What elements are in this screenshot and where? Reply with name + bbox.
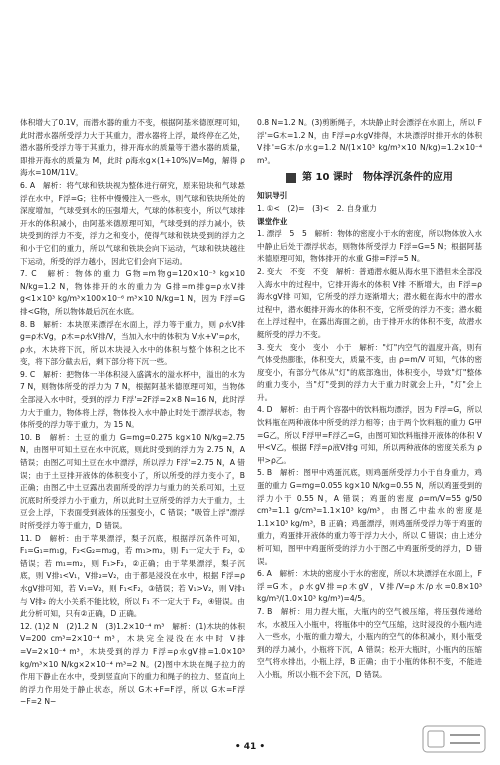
right-para-6: 2. 变大 不变 不变 解析：普通潜水艇从海水里下潜但未全部没入海水中的过程中，它排开海水的体积 V排 不断增大，由 F浮=ρ海水gV排 可知，它所受的浮力逐渐增大；潜水艇在海水中的潜水过程中，潜水艇排开海水的体积不变，它所受的浮力不变；潜水艇在上浮过程中，在露出海面之前，由于排开水的体积不变，故潜水艇所受的浮力不变。 bbox=[257, 266, 482, 339]
left-column bbox=[20, 117, 245, 709]
lesson-number: 第 10 课时 bbox=[302, 172, 353, 184]
section-head-classwork: 课堂作业 bbox=[257, 216, 288, 226]
right-para-10: 6. A 解析：木块的密度小于水的密度，所以木块漂浮在水面上，F浮=G木，ρ水gV排=ρ木gV，V排/V=ρ木/ρ水=0.8×10³ kg/m³/(1.0×10³ kg/m³)=4/5。 bbox=[257, 569, 482, 604]
right-para-3: 1. ①< (2)= (3)< 2. 自身重力 bbox=[257, 203, 377, 213]
left-para-0: 体积增大了0.1V，而潜水器的重力不变，根据阿基米德原理可知，此时潜水器所受浮力大于其重力，潜水器将上浮，最终停在乙处，潜水器所受浮力等于其重力，排开海水的质量等于潜水器的质量，即排开海水的质量为 M，此时 ρ海水g×(1+10%)V=Mg，解得 ρ海水=10M/11V。 bbox=[20, 118, 245, 178]
page-number: • 41 • bbox=[234, 742, 266, 752]
right-para-0: 0.8 N=1.2 N。(3)剪断绳子，木块静止时会漂浮在水面上，所以 F浮'=G木=1.2 N，由 F浮=ρ水gV排得，木块漂浮时排开水的体积 V排'=G木/ρ水g=1.2 N/(1×10³ kg/m³×10 N/kg)=1.2×10⁻⁴ m³。 bbox=[257, 118, 482, 165]
section-head-knowledge: 知识导引 bbox=[257, 191, 288, 201]
right-para-5: 1. 漂浮 5 5 解析：物体的密度小于水的密度，所以物体放入水中静止后处于漂浮状态，则物体所受浮力 F浮=G=5 N；根据阿基米德原理可知，物体排开的水重 G排=F浮=5 N。 bbox=[257, 229, 482, 264]
right-para-8: 4. D 解析：由于两个容器中的饮料瓶均漂浮，因为 F浮=G，所以饮料瓶在两种液体中所受的浮力相等；由于两个饮料瓶的重力 G甲=G乙，所以 F浮甲=F浮乙=G，由图可知饮料瓶排开液体的体积 V甲<V乙，根据 F浮=ρ液V排g 可知，所以两种液体的密度关系为 ρ甲>ρ乙。 bbox=[257, 405, 482, 465]
left-para-3: 8. B 解析：本块原来漂浮在水面上，浮力等于重力，则 ρ水V排g=ρ木Vg，ρ木=ρ水V排/V，当加入水中的体积为 V水+V'=ρ水，ρ水，木块将下沉，所以木块浸入水中的体积与整个体积之比不变，将下部分截去后，剩下部分将下沉一些。 bbox=[20, 319, 245, 367]
left-para-1: 6. A 解析：将气球和铁块视为整体进行研究，原来铅块和气球悬浮在水中，F浮=G；往杯中慢慢注入一些水，则气球和铁块所处的深度增加，气球受到水的压强增大，气球的体积变小，所以气球排开水的体积减小，由阿基米德原理可知，气球受到的浮力减小，铁块受到的浮力不变，浮力之和变小，使得气球和铁块受到的浮力之和小于它们的重力，所以气球和铁块会向下运动，气球和铁块越往下运动，所受的浮力越小，因此它们会向下运动。 bbox=[20, 180, 245, 266]
left-para-6: 11. D 解析：由于苹果漂浮，梨子沉底，根据浮沉条件可知，F₁=G₁=m₁g，F₂<G₂=m₂g，若 m₁>m₂，则 F₁一定大于 F₂，①错误；若 m₁=m₂，则 F₁>F₂，②正确；由于苹果漂浮，梨子沉底，则 V排₁<V₁，V排₂=V₂，由于都是浸没在水中，根据 F浮=ρ水gV排可知，若 V₁=V₂，则 F₁<F₂，③错误；若 V₁>V₂，则 V排₁ 与 V排₂ 的大小关系不能比较，所以 F₁ 不一定大于 F₂，④错误。由此分析可知，只有②正确，D 正确。 bbox=[20, 533, 245, 619]
left-para-7: 12. (1)2 N (2)1.2 N (3)1.2×10⁻⁴ m³ 解析：(1)木块的体积 V=200 cm³=2×10⁻⁴ m³，木块完全浸没在水中时 V排=V=2×10⁻⁴ m³，木块受到的浮力 F浮=ρ水gV排=1.0×10³ kg/m³×10 N/kg×2×10⁻⁴ m³=2 N。(2)图中木块在绳子拉力的作用下静止在水中，受到竖直向下的重力和绳子的拉力、竖直向上的浮力作用处于静止状态，所以 G木+F=F浮，所以 G木=F浮−F=2 N− bbox=[20, 621, 245, 707]
logo-stamp-icon bbox=[422, 725, 486, 753]
right-para-9: 5. B 解析：图甲中鸡蛋沉底，则鸡蛋所受浮力小于自身重力，鸡蛋的重力 G=mg=0.055 kg×10 N/kg=0.55 N，所以鸡蛋受到的浮力小于 0.55 N，A 错误；鸡蛋的密度 ρ=m/V=55 g/50 cm³=1.1 g/cm³=1.1×10³ kg/m³，由图乙中盐水的密度是 1.1×10³ kg/m³，B 正确；鸡蛋漂浮，则鸡蛋所受浮力等于鸡蛋的重力，鸡蛋排开液体的重力等于浮力大小，所以 C 错误；由上述分析可知，图甲中鸡蛋所受的浮力小于图乙中鸡蛋所受的浮力，D 错误。 bbox=[257, 468, 482, 566]
title-bar-icon bbox=[286, 173, 296, 183]
lesson-name: 物体浮沉条件的应用 bbox=[362, 172, 453, 184]
right-para-7: 3. 变大 变小 变小 小于 解析："灯"内空气的温度升高，则有气体受热膨胀，体积变大，质量不变，由 ρ=m/V 可知，气体的密度变小，有部分气体从"灯"的底部逸出，体积变小，导致"灯"整体的重力变小，当"灯"受到的浮力大于重力时就会上升，"灯"会上升。 bbox=[257, 342, 482, 402]
left-para-4: 9. C 解析：把物体一半体积浸入盛满水的溢水杯中，溢出的水为 7 N，则物体所受的浮力为 7 N，根据阿基米德原理可知，当物体全部浸入水中时，受到的浮力 F浮'=2F浮=2×8 N=16 N，此时浮力大于重力，物体将上浮，物体投入水中静止时处于漂浮状态，物体所受的浮力等于重力，为 15 N。 bbox=[20, 369, 245, 430]
right-column bbox=[257, 117, 482, 682]
lesson-title bbox=[257, 170, 482, 186]
left-para-2: 7. C 解析：物体的重力 G物=m物g=120×10⁻³ kg×10 N/kg=1.2 N，物体排开的水的重力为 G排=m排g=ρ水V排g<1×10³ kg/m³×100×10⁻⁶ m³×10 N/kg=1 N，因为 F浮=G排<G物，所以物体最后沉在水底。 bbox=[20, 269, 245, 316]
left-para-5: 10. B 解析：土豆的重力 G=mg=0.275 kg×10 N/kg=2.75 N，由图甲可知土豆在水中沉底，则此时受到的浮力为 2.75 N，A 错误；由图乙可知土豆在水中漂浮，所以浮力 F浮'=2.75 N，A 错误；由于土豆排开液体的体积变小了，所以所受的浮力变小了，B 正确；由图乙中土豆露出表面所受的浮力与重力的关系可知，土豆沉底时所受浮力小于重力，所以此时土豆所受的浮力大于重力，土豆会上浮，下表面受到液体的压强变小，C 错误；"吸管上浮"漂浮时所受浮力等于重力，D 错误。 bbox=[20, 432, 245, 530]
right-para-11: 7. B 解析：用力捏大瓶，大瓶内的空气被压缩，将压强传递给水，水被压入小瓶中，将瓶体中的空气压缩，这时浸没的小瓶内进入一些水，小瓶的重力增大，小瓶内的空气的体积减小，则小瓶受到的浮力减小，小瓶将下沉，A 错误；松开大瓶时，小瓶内的压缩空气将水排出，小瓶上浮，B 正确；由于小瓶的体积不变，不能进入小瓶，所以小瓶不会下沉，D 错误。 bbox=[257, 606, 482, 679]
